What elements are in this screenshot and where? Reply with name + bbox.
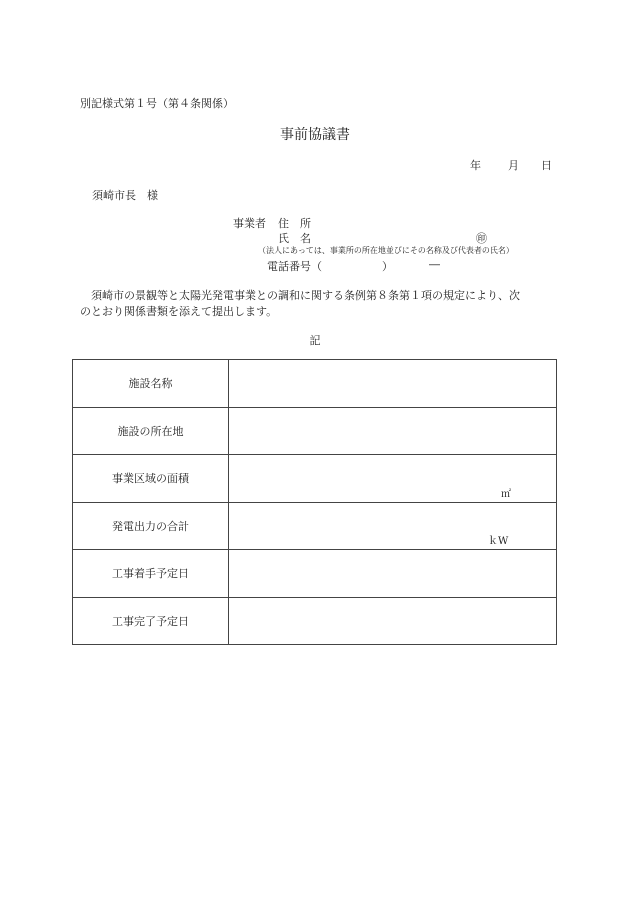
- table-row-facility-name: [73, 360, 557, 408]
- row-label: 工事着手予定日: [73, 550, 229, 598]
- location-field[interactable]: [229, 407, 557, 455]
- phone-close-paren: ）: [382, 260, 393, 273]
- phone-dash: ―: [429, 258, 440, 271]
- seal-mark: ㊞: [476, 232, 487, 245]
- corporate-note: （法人にあっては、事業所の所在地並びにその名称及び代表者の氏名）: [258, 246, 514, 255]
- row-label: 工事完了予定日: [73, 597, 229, 645]
- row-label: 施設の所在地: [73, 407, 229, 455]
- applicant-block: [0, 215, 630, 275]
- row-label: 発電出力の合計: [73, 502, 229, 550]
- row-label: 事業区域の面積: [73, 455, 229, 503]
- form-number: 別記様式第１号（第４条関係）: [80, 97, 234, 110]
- facility-table: [72, 359, 557, 645]
- name-label: 氏 名: [278, 232, 311, 245]
- recipient: 須崎市長 様: [92, 189, 158, 202]
- area-field[interactable]: [229, 455, 557, 503]
- body-text-line-1: 須崎市の景観等と太陽光発電事業との調和に関する条例第８条第１項の規定により、次: [91, 289, 520, 302]
- ki-heading: 記: [309, 334, 321, 347]
- row-label: 施設名称: [73, 360, 229, 408]
- facility-name-field[interactable]: [229, 360, 557, 408]
- document-title: 事前協議書: [280, 127, 350, 143]
- date-year-label: 年: [470, 159, 481, 172]
- completion-date-field[interactable]: [229, 597, 557, 645]
- output-field[interactable]: [229, 502, 557, 550]
- address-label: 住 所: [278, 217, 311, 230]
- table-row-location: [73, 407, 557, 455]
- table-row-start-date: [73, 550, 557, 598]
- applicant-heading: 事業者: [233, 217, 266, 230]
- body-text-line-2: のとおり関係書類を添えて提出します。: [80, 305, 278, 318]
- output-unit: ｋW: [488, 536, 509, 547]
- date-month-label: 月: [508, 159, 519, 172]
- phone-label: 電話番号（: [267, 260, 322, 273]
- table-row-completion-date: [73, 597, 557, 645]
- table-row-area: [73, 455, 557, 503]
- area-unit: ㎡: [501, 488, 511, 500]
- start-date-field[interactable]: [229, 550, 557, 598]
- table-row-output: [73, 502, 557, 550]
- body-text: [80, 288, 555, 320]
- date-day-label: 日: [541, 159, 552, 172]
